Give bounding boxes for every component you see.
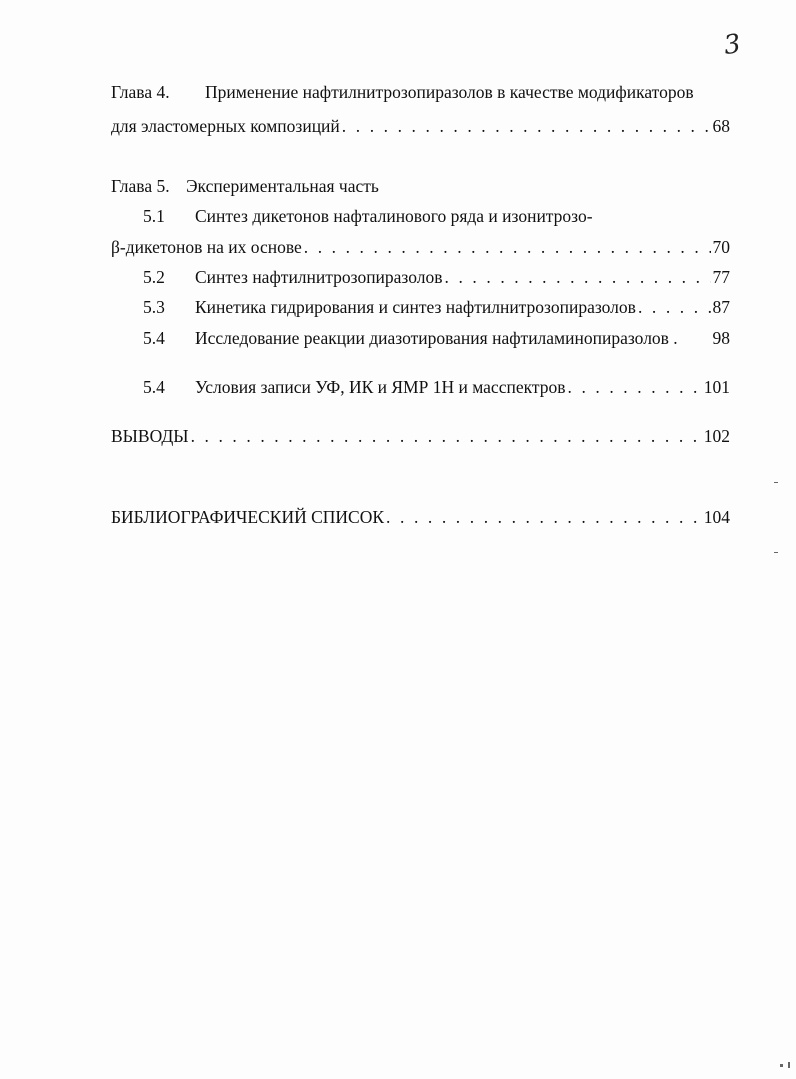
dot-leader xyxy=(304,237,711,257)
section-title: Исследование реакции диазотирования нафтиламинопиразолов . xyxy=(195,328,678,348)
bibliography-page-number: 104 xyxy=(703,507,730,527)
chapter5-heading-line xyxy=(111,176,379,196)
section-number: 5.4 xyxy=(143,328,165,348)
scan-speck xyxy=(774,482,778,483)
toc-entry-5-1-line1 xyxy=(143,206,593,226)
toc-entry-5-3 xyxy=(143,297,730,317)
toc-entry-5-2 xyxy=(143,267,730,287)
section-title: Синтез нафтилнитрозопиразолов xyxy=(195,267,443,287)
toc-entry-bibliography xyxy=(111,507,730,527)
chapter5-label: Глава 5. xyxy=(111,176,170,196)
bibliography-label: БИБЛИОГРАФИЧЕСКИЙ СПИСОК xyxy=(111,507,385,527)
section-page-number: 77 xyxy=(712,267,730,287)
dot-leader xyxy=(342,116,711,136)
section-title: Условия записи УФ, ИК и ЯМР 1Н и масспектров xyxy=(195,377,566,397)
section-title-line1: Синтез дикетонов нафталинового ряда и изонитрозо- xyxy=(195,206,593,226)
section-page-number: 98 xyxy=(712,328,730,348)
toc-entry-5-1 xyxy=(111,237,730,257)
scan-speck xyxy=(774,552,778,553)
section-title: Кинетика гидрирования и синтез нафтилнитрозопиразолов xyxy=(195,297,636,317)
chapter4-title-line1: Применение нафтилнитрозопиразолов в качестве модификаторов xyxy=(205,82,694,102)
chapter4-label: Глава 4. xyxy=(111,82,170,102)
dot-leader xyxy=(386,507,702,527)
chapter4-heading-line xyxy=(111,82,694,102)
section-number: 5.2 xyxy=(143,267,165,287)
toc-entry-5-4-diazotization xyxy=(143,328,730,348)
conclusions-page-number: 102 xyxy=(703,426,730,446)
toc-entry-chapter4 xyxy=(111,116,730,136)
section-page-number: 87 xyxy=(712,297,730,317)
toc-entry-conclusions xyxy=(111,426,730,446)
chapter4-title-line2: для эластомерных композиций xyxy=(111,116,340,136)
toc-entry-5-4-spectra xyxy=(143,377,730,397)
section-number: 5.3 xyxy=(143,297,165,317)
chapter4-page-number: 68 xyxy=(712,116,730,136)
section-number: 5.1 xyxy=(143,206,165,226)
dot-leader xyxy=(445,267,711,287)
section-page-number: 70 xyxy=(712,237,730,257)
dot-leader xyxy=(191,426,702,446)
scan-speck xyxy=(788,1062,790,1068)
section-title-line2: β-дикетонов на их основе xyxy=(111,237,302,257)
section-number: 5.4 xyxy=(143,377,165,397)
dot-leader xyxy=(568,377,702,397)
chapter5-title: Экспериментальная часть xyxy=(186,176,379,196)
scan-speck xyxy=(780,1064,783,1067)
section-page-number: 101 xyxy=(703,377,730,397)
dot-leader xyxy=(638,297,711,317)
conclusions-label: ВЫВОДЫ xyxy=(111,426,189,446)
handwritten-page-number: 3 xyxy=(721,28,743,62)
